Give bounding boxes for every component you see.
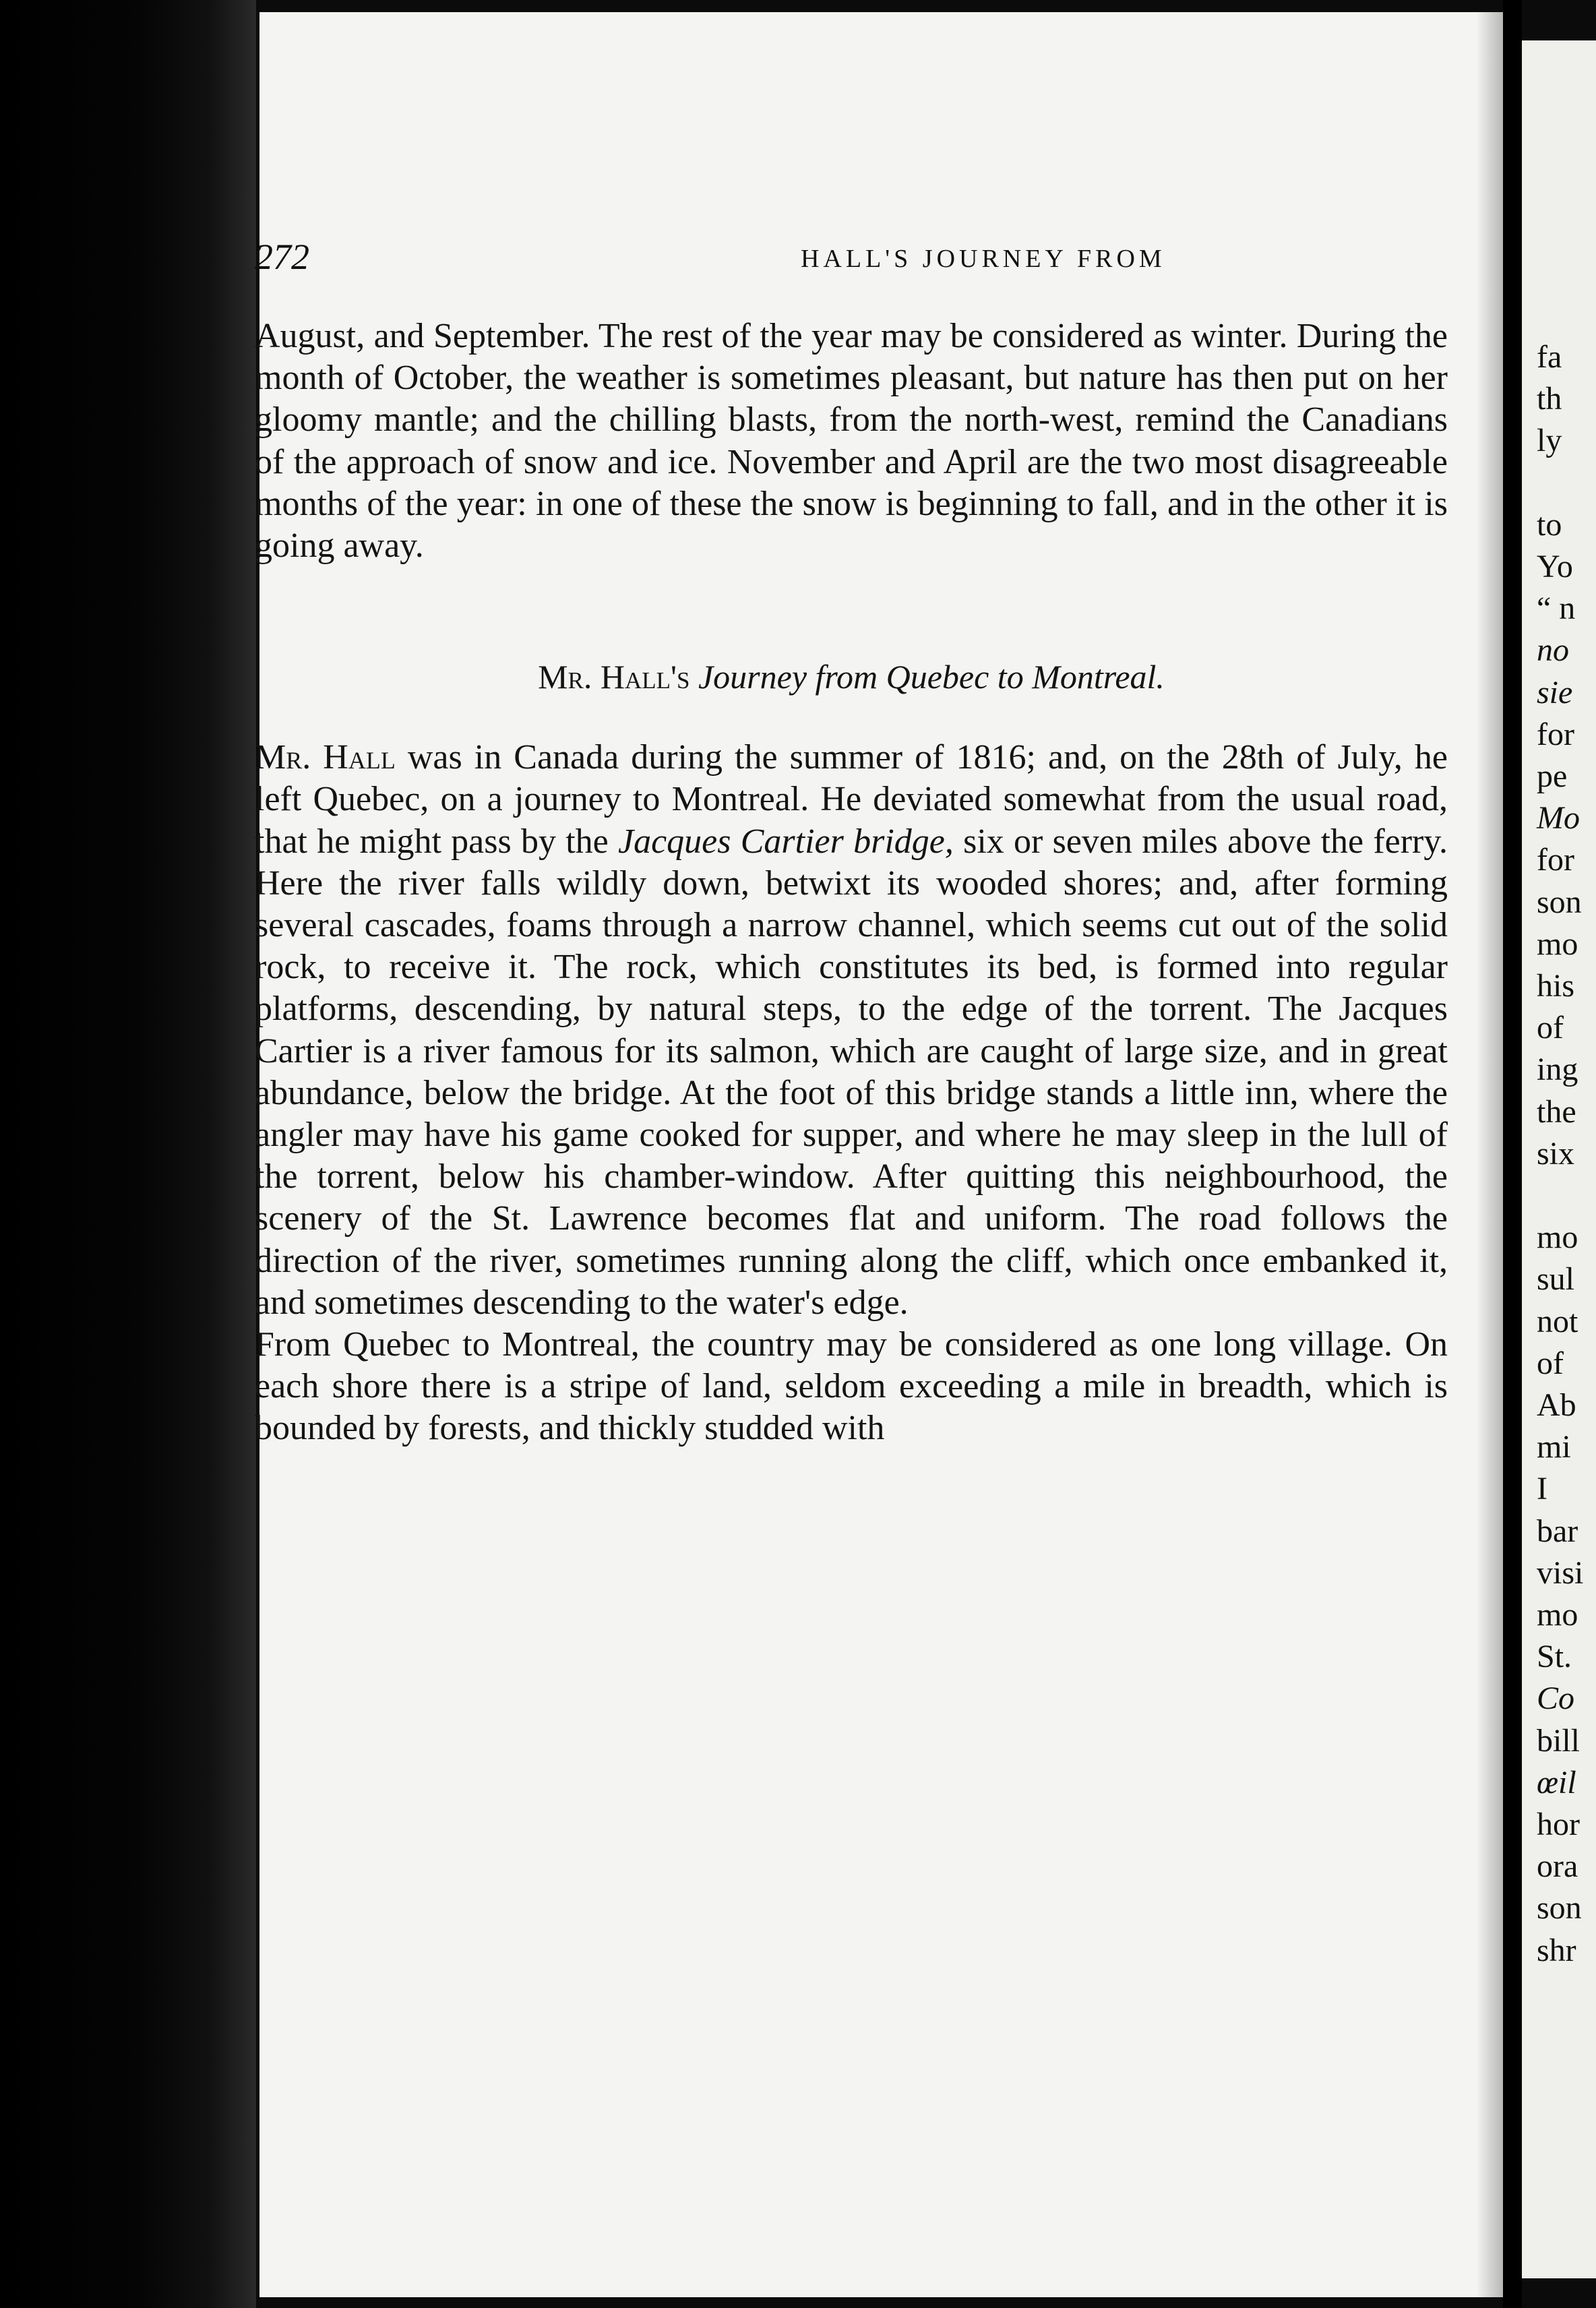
section-heading [255, 656, 1448, 698]
gutter-shadow [1476, 12, 1503, 2297]
facing-page-line: hor [1537, 1806, 1580, 1842]
facing-page-line: mo [1537, 1597, 1578, 1633]
facing-page-line: for [1537, 842, 1574, 878]
facing-page-line: to [1537, 506, 1562, 543]
section-heading-prefix: Mr. Hall's [538, 658, 698, 696]
facing-page-line: Yo [1537, 549, 1573, 584]
facing-page-line: fa [1537, 339, 1562, 375]
facing-page-line: of [1537, 1345, 1564, 1381]
facing-page-line: ora [1537, 1848, 1578, 1885]
facing-page-line: his [1537, 968, 1575, 1004]
facing-page-line: no [1537, 632, 1569, 669]
facing-page-line: bill [1537, 1722, 1580, 1759]
facing-page-line: son [1537, 884, 1582, 920]
facing-page-line: visi [1537, 1554, 1584, 1591]
facing-page-line: son [1537, 1890, 1582, 1926]
facing-page-line: six [1537, 1135, 1575, 1172]
facing-page-line: sie [1537, 674, 1573, 710]
facing-page-line: shr [1537, 1932, 1576, 1968]
facing-page-line: I [1537, 1471, 1547, 1507]
section-heading-title: Journey from Quebec to Montreal. [698, 658, 1165, 696]
paragraph-3: From Quebec to Montreal, the country may be considered as one long village. On each shore there is a stripe of land, seldom exceeding a mile in breadth, which is bounded by forests, and thickly studded with [255, 1325, 1448, 1448]
facing-page-line: sul [1537, 1261, 1575, 1298]
paragraph-2 [255, 737, 1448, 1324]
facing-page-line: Ab [1537, 1387, 1576, 1423]
facing-page-line: th [1537, 381, 1562, 417]
running-head: HALL'S JOURNEY FROM [801, 245, 1166, 273]
paragraph-2-italic: Jacques Cartier bridge, [617, 822, 954, 861]
facing-page-line: œil [1537, 1764, 1576, 1800]
facing-page-line: ing [1537, 1052, 1578, 1088]
page-body [255, 315, 1448, 1450]
facing-page-line: bar [1537, 1513, 1578, 1549]
facing-page-fragment [1522, 40, 1596, 2278]
facing-page-line: not [1537, 1303, 1578, 1339]
facing-page-line: mo [1537, 925, 1578, 962]
paragraph-1: August, and September. The rest of the year may be considered as winter. During the month of October, the weather is sometimes pleasant, but nature has then put on her gloomy mantle; and the chilling blasts, from the north-west, remind the Canadians of the approach of snow and ice. November and April are the two most disagreeable months of the year: in one of these the snow is beginning to fall, and in the other it is going away. [255, 317, 1448, 566]
facing-page-line: St. [1537, 1639, 1572, 1675]
facing-page-line: of [1537, 1010, 1564, 1046]
facing-page-line: pe [1537, 758, 1568, 794]
book-spine [1503, 0, 1522, 2308]
page-number: 272 [255, 237, 309, 277]
facing-page-line: ly [1537, 423, 1562, 459]
paragraph-2-text-a: was in Canada during the summer of 1816; and, on the 28th of July, he left Quebec, on a journey to Montreal. He deviated somewhat from the usual road, that he might pass by the [255, 738, 1448, 861]
page-header [255, 236, 1448, 283]
book-edge-shadow [0, 0, 256, 2308]
facing-page-line: Mo [1537, 800, 1580, 837]
facing-page-line: mo [1537, 1219, 1578, 1256]
facing-page-line: mi [1537, 1429, 1571, 1465]
facing-page-line: for [1537, 716, 1574, 752]
facing-page-line: “ n [1537, 590, 1576, 627]
facing-page-line: the [1537, 1093, 1576, 1130]
facing-page-line: Co [1537, 1680, 1575, 1717]
paragraph-2-text-b: six or seven miles above the ferry. Here the river falls wildly down, betwixt its wooded shores; and, after forming several cascades, foams through a narrow channel, which seems cut out of the solid rock, to receive it. The rock, which constitutes its bed, is formed into regular platforms, descending, by natural steps, to the edge of the torrent. The Jacques Cartier is a river famous for its salmon, which are caught of large size, and in great abundance, below the bridge. At the foot of this bridge stands a little inn, where the angler may have his game cooked for supper, and where he may sleep in the lull of the torrent, below his chamber-window. After quitting this neighbourhood, the scenery of the St. Lawrence becomes flat and uniform. The road follows the direction of the river, sometimes running along the cliff, which once embanked it, and sometimes descending to the water's edge. [255, 822, 1448, 1322]
paragraph-2-lead: Mr. Hall [255, 738, 396, 777]
